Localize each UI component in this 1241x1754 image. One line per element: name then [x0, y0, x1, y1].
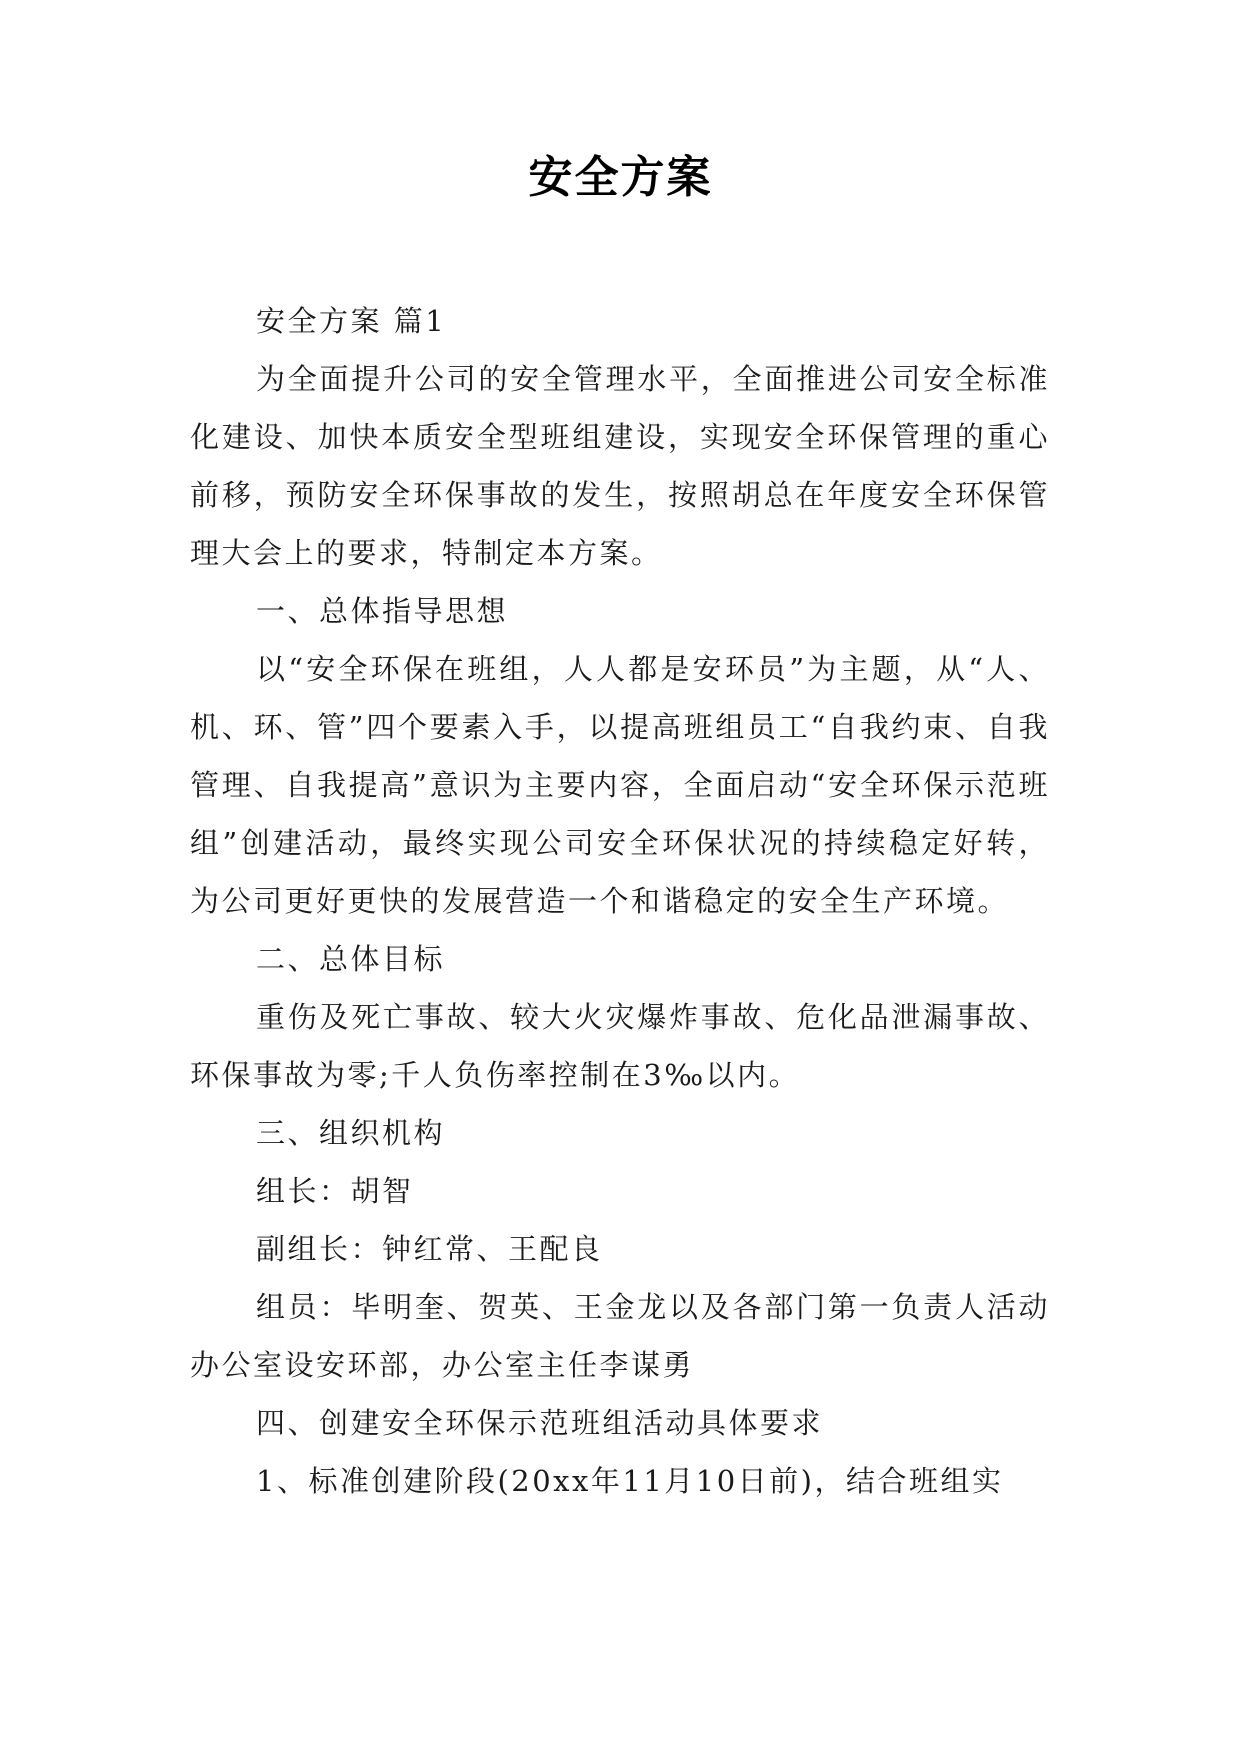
guiding-ideology-paragraph: 以“安全环保在班组，人人都是安环员”为主题，从“人、机、环、管”四个要素入手，以提高班组员工“自我约束、自我管理、自我提高”意识为主要内容，全面启动“安全环保示范班组”创建活动，最终实现公司安全环保状况的持续稳定好转，为公司更好更快的发展营造一个和谐稳定的安全生产环境。 — [190, 652, 1050, 918]
intro-paragraph: 为全面提升公司的安全管理水平，全面推进公司安全标准化建设、加快本质安全型班组建设，实现安全环保管理的重心前移，预防安全环保事故的发生，按照胡总在年度安全环保管理大会上的要求，特制定本方案。 — [190, 362, 1050, 570]
heading-overall-goal: 二、总体目标 — [256, 942, 446, 976]
members-line: 组员：毕明奎、贺英、王金龙以及各部门第一负责人活动办公室设安环部，办公室主任李谋勇 — [190, 1290, 1050, 1382]
overall-goal-paragraph: 重伤及死亡事故、较大火灾爆炸事故、危化品泄漏事故、环保事故为零;千人负伤率控制在3‰以内。 — [190, 1000, 1050, 1092]
team-leader-line: 组长：胡智 — [256, 1174, 414, 1208]
section-heading-part-1: 安全方案 篇1 — [256, 304, 447, 338]
deputy-leader-line: 副组长：钟红常、王配良 — [256, 1232, 603, 1266]
heading-guiding-ideology: 一、总体指导思想 — [256, 594, 509, 628]
document-body — [190, 292, 1050, 1510]
heading-organization: 三、组织机构 — [256, 1116, 446, 1150]
document-title: 安全方案 — [528, 152, 713, 203]
requirement-item-1: 1、标准创建阶段(20xx年11月10日前)，结合班组实 — [256, 1464, 1004, 1498]
heading-specific-requirements: 四、创建安全环保示范班组活动具体要求 — [256, 1406, 824, 1440]
